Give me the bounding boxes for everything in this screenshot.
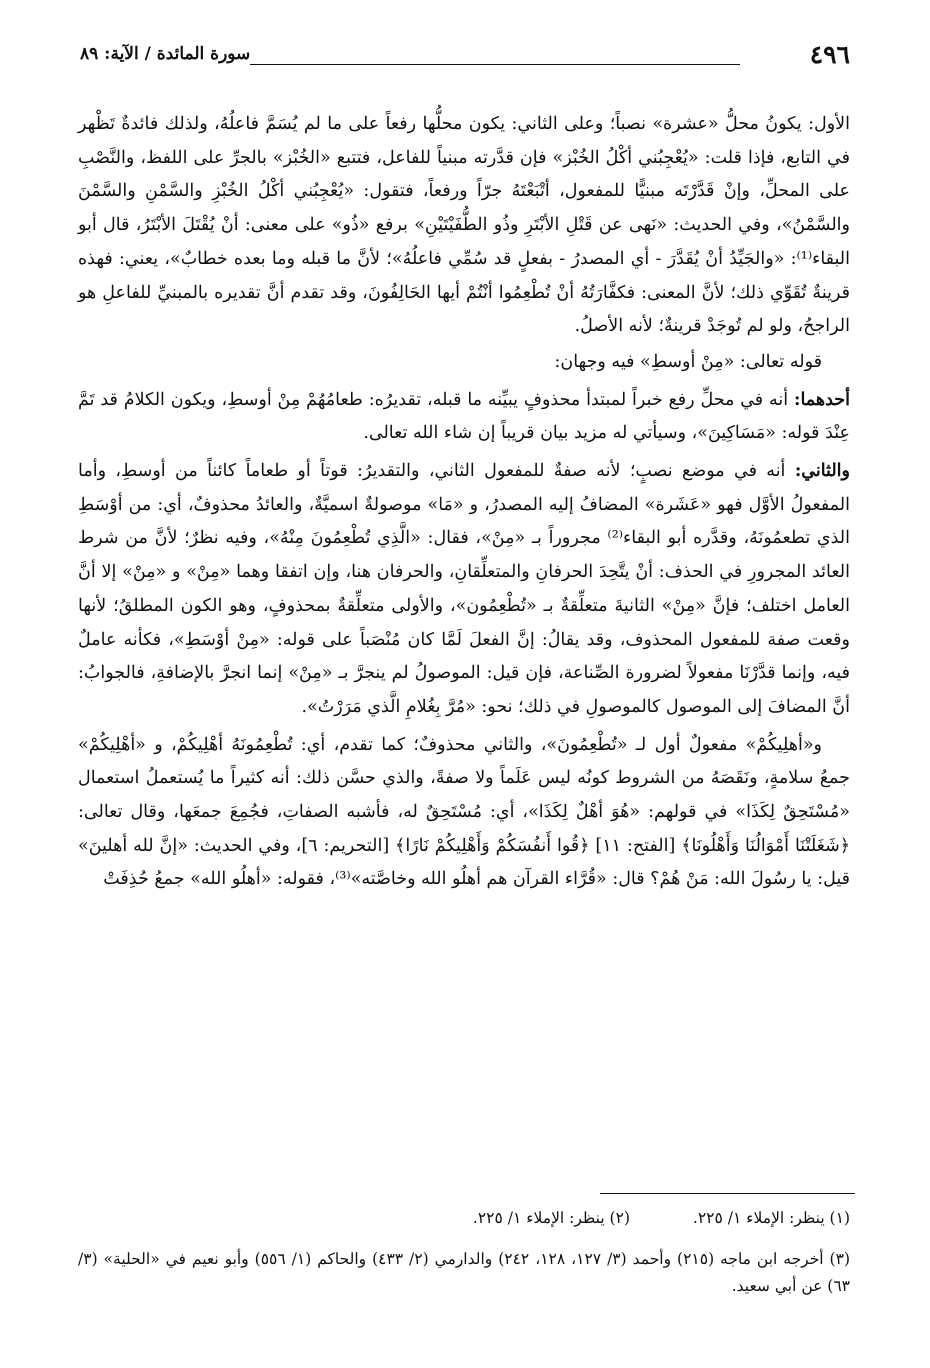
footnote-3: (٣) أخرجه ابن ماجه (٢١٥) وأحمد (٣/ ١٢٧، ١٢٨، ٢٤٢) والدارمي (٢/ ٤٣٣) والحاكم (١/ ٥٥٦) وأبو نعيم في «الحلية» (٣/ ٦٣) عن أبي سعيد. <box>78 1250 850 1295</box>
paragraph-3-text: أنه في محلِّ رفع خبراً لمبتدأ محذوفٍ يبيِّنه ما قبله، تقديرُه: طعامُهُمْ مِنْ أوسطِ، ويكون الكلامُ قد تَمَّ عِنْدَ قوله: «مَسَاكِينَ»، وسيأتي له مزيد بيان قريباً إن شاء الله تعالى. <box>78 389 850 444</box>
footnote-rule <box>600 1193 855 1194</box>
paragraph-5 <box>78 729 850 898</box>
paragraph-2-text: قوله تعالى: «مِنْ أوسطِ» فيه وجهان: <box>554 351 822 372</box>
paragraph-3-lead: أحدهما: <box>793 389 850 410</box>
paragraph-4 <box>78 455 850 725</box>
main-text <box>78 108 850 897</box>
paragraph-2 <box>78 346 850 380</box>
footnote-row-1 <box>78 1205 850 1232</box>
paragraph-4-lead: والثاني: <box>794 461 850 482</box>
paragraph-4-text: أنه في موضع نصبٍ؛ لأنه صفةٌ للمفعول الثاني، والتقديرُ: قوتاً أو طعاماً كائناً من أوسطِ، وأما المفعولُ الأوَّل فهو «عَشَرة» المضافُ إليه المصدرُ، و «مَا» موصولةٌ اسميَّةٌ، والعائدُ محذوفٌ، أي: من أوْسَطِ الذي تطعمُونَهُ، وقدَّره أبو البقاء⁽²⁾ مجروراً بـ «مِنْ»، فقال: «الَّذِي تُطْعِمُونَ مِنْهُ»، وفيه نظرٌ؛ لأنَّ من شرط العائد المجرورِ في الحذف: أنْ يتَّحِدَ الحرفانِ والمتعلِّقانِ، والحرفان هنا، وإن اتفقا وهما «مِنْ» و «مِنْ» إلا أنَّ العامل اختلف؛ فإنَّ «مِنْ» الثانيةَ متعلِّقةٌ بـ «تُطْعِمُون»، والأولى متعلِّقةٌ بمحذوفٍ، وهو الكون المطلقُ؛ لأنها وقعت صفة للمفعول المحذوف، وقد يقالُ: إنَّ الفعلَ لَمَّا كان مُنْصَباً على قوله: «مِنْ أوْسَطِ»، فكأنه عاملٌ فيه، وإنما قدَّرْنَا مفعولاً لضرورة الصِّناعة، فإن قيل: الموصولُ لم ينجرَّ بـ «مِنْ» إنما انجرَّ بالإضافةِ، فالجوابُ: أنَّ المضافَ إلى الموصول كالموصولِ في ذلك؛ نحو: «مُرَّ بِغُلامِ الَّذي مَرَرْتُ». <box>78 461 850 717</box>
footnotes <box>78 1205 850 1300</box>
page-number: ٤٩٦ <box>809 39 850 69</box>
footnote-1: (١) ينظر: الإملاء ١/ ٢٢٥. <box>692 1209 850 1227</box>
header-rule <box>250 64 740 65</box>
running-title: سورة المائدة / الآية: ٨٩ <box>80 44 251 64</box>
paragraph-3 <box>78 384 850 451</box>
paragraph-1-text: الأول: يكونُ محلُّ «عشرة» نصباً؛ وعلى الثاني: يكون محلُّها رفعاً على ما لم يُسَمَّ فاعلُهُ، ولذلك فائدةٌ تَظْهر في التابع، فإذا قلت: «يُعْجِبُني أكْلُ الخُبْز» فإن قدَّرته مبنياً للفاعل، فتتبع «الخُبْز» بالجرِّ على اللفظ، والنَّصْبِ على المحلِّ، وإنْ قَدَّرْتَه مبنيًّا للمفعول، أتْبَعْتَهُ جرّاً ورفعاً، فتقول: «يُعْجِبُني أكْلُ الخُبْزِ والسَّمْنِ والسَّمْنَ والسَّمْنُ»، وفي الحديث: «نَهى عن قَتْلِ الأبْتَرِ وذُو الطُّفَيْتَيْنِ» برفع «ذُو» على معنى: أنْ يُقْتَلَ الأبْتَرُ، قال أبو البقاء⁽¹⁾: «والجَيِّدُ أنْ يُقَدَّرَ - أي المصدرُ - بفعلٍ قد سُمِّي فاعلُهُ»؛ لأنَّ ما قبله وما بعده خطابٌ»، يعني: فهذه قرينةٌ تُقَوِّي ذلك؛ لأنَّ المعنى: فكفَّارَتُهُ أنْ تُطْعِمُوا أنْتُمْ أيها الحَالِفُونَ، وقد تقدم أنَّ تقديره بالمبنيِّ للفاعلِ هو الراجحُ، ولو لم تُوجَدْ قرينةٌ؛ لأنه الأصلُ. <box>78 114 850 337</box>
paragraph-1 <box>78 108 850 344</box>
paragraph-5-text: و«أهلِيكُمْ» مفعولٌ أول لـ «تُطْعِمُونَ»، والثاني محذوفٌ؛ كما تقدم، أي: تُطْعِمُونَهُ أهْلِيكُمْ، و «أهْلِيكُمْ» جمعُ سلامةٍ، ونَقَصَهُ من الشروط كونُه ليس عَلَماً ولا صفةً، والذي حسَّن ذلك: أنه كثيراً ما يُستعملُ استعمال «مُسْتَحِقٌ لِكَذَا» في قولهم: «هُوَ أهْلٌ لِكَذَا»، أي: مُسْتَحِقٌ له، فأشبه الصفاتِ، فجُمِعَ جمعَها، وقال تعالى: ﴿شَغَلَتْنَا أَمْوَالُنَا وَأَهْلُونَا﴾ [الفتح: ١١] ﴿قُوا أَنفُسَكُمْ وَأَهْلِيكُمْ نَارًا﴾ [التحريم: ٦]، وفي الحديث: «إنَّ لله أهلينَ» قيل: يا رسُولَ الله: مَنْ هُمْ؟ قال: «قُرَّاء القرآن هم أهلُو الله وخاصَّته»⁽³⁾، فقوله: «أهلُو الله» جمعُ حُذِفَتْ <box>78 734 850 890</box>
page-header <box>80 34 850 74</box>
footnote-2: (٢) ينظر: الإملاء ١/ ٢٢٥. <box>472 1209 630 1227</box>
